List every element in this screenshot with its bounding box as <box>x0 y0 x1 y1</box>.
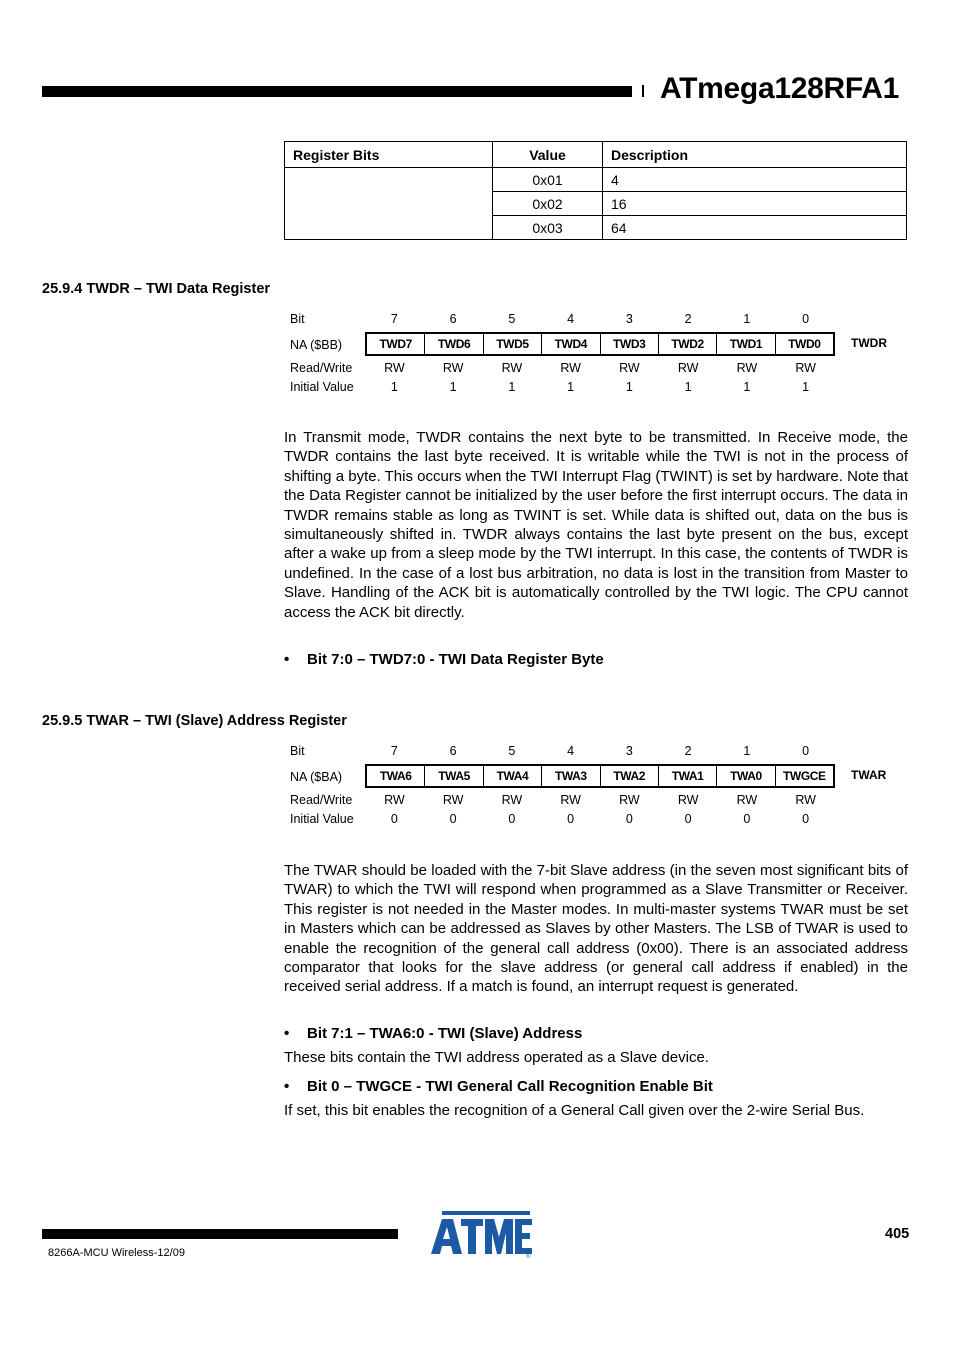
table-header-row <box>285 142 907 168</box>
register-bit-cell: TWA0 <box>716 766 774 786</box>
header-rule <box>42 86 632 97</box>
register-diagram-twar <box>290 744 910 828</box>
access-value: RW <box>795 793 816 807</box>
register-bit-cell: TWGCE <box>775 766 833 786</box>
initial-value: 0 <box>449 812 457 826</box>
register-bit-cell: TWA2 <box>600 766 658 786</box>
register-bit-cell: TWD0 <box>775 334 833 354</box>
twgce-description: If set, this bit enables the recognition of a General Call given over the 2-wire Serial Bus. <box>284 1102 865 1119</box>
register-bit-cells <box>365 332 835 356</box>
bullet-twd-bits <box>284 651 604 668</box>
page-number: 405 <box>885 1226 910 1242</box>
bit-number: 6 <box>449 744 457 758</box>
twar-description: The TWAR should be loaded with the 7-bit Slave address (in the seven most significant bits of TWAR) to which the TWI will respond when programmed as a Slave Transmitter or Receiver. This register is not needed in the Master modes. In multi-master systems TWAR must be set in Masters which can be addressed as Slaves by other Masters. The LSB of TWAR is used to enable the recognition of the general call address (0x00). There is an associated address comparator that looks for the slave address (or general call address if enabled) in the received serial address. If a match is found, an interrupt request is generated. <box>284 862 908 996</box>
initial-value: 0 <box>802 812 810 826</box>
bit-number: 4 <box>567 744 575 758</box>
document-code: 8266A-MCU Wireless-12/09 <box>48 1247 185 1259</box>
bullet-marker: • <box>284 1025 290 1042</box>
table-row <box>285 168 907 192</box>
access-value: RW <box>736 361 758 375</box>
initial-value: 1 <box>625 380 633 394</box>
bit-number: 5 <box>508 312 516 326</box>
access-value: RW <box>442 361 464 375</box>
initial-value: 1 <box>449 380 457 394</box>
register-bit-cell: TWD4 <box>541 334 599 354</box>
bullet-twgce-bit <box>284 1078 713 1095</box>
bit-number: 0 <box>802 744 810 758</box>
initial-value: 1 <box>684 380 692 394</box>
initial-value: 1 <box>567 380 575 394</box>
register-bit-cells <box>365 764 835 788</box>
register-diagram-twdr <box>290 312 910 396</box>
initial-value: 0 <box>743 812 751 826</box>
bit-number: 3 <box>625 744 633 758</box>
description-cell: 64 <box>603 216 907 240</box>
value-cell: 0x03 <box>493 216 603 240</box>
bit-number: 6 <box>449 312 457 326</box>
bullet-twa-bits <box>284 1025 582 1042</box>
bit-number: 2 <box>684 744 692 758</box>
column-header-value: Value <box>493 142 603 168</box>
initial-value: 1 <box>743 380 751 394</box>
bullet-marker: • <box>284 1078 290 1095</box>
twdr-description: In Transmit mode, TWDR contains the next byte to be transmitted. In Receive mode, the TWDR contains the last byte received. It is writable while the TWI is not in the process of shifting a byte. This occurs when the TWI Interrupt Flag (TWINT) is set by hardware. Note that the Data Register cannot be initialized by the user before the first interrupt occurs. The data in TWDR remains stable as long as TWINT is set. While data is shifted out, data on the bus is simultaneously shifted in. TWDR always contains the last byte present on the bus, except after a wake up from a sleep mode by the TWI interrupt. In this case, the contents of TWDR is undefined. In the case of a lost bus arbitration, no data is lost in the transition from Master to Slave. Handling of the ACK bit is automatically controlled by the TWI logic. The CPU cannot access the ACK bit directly. <box>284 429 908 621</box>
address-label: NA ($BB) <box>290 338 343 352</box>
bit-label: Bit <box>290 312 305 326</box>
access-value: RW <box>560 361 581 375</box>
bit-number: 7 <box>390 312 398 326</box>
bit-number: 3 <box>625 312 633 326</box>
register-bit-cell: TWD1 <box>716 334 774 354</box>
bit-number: 4 <box>567 312 575 326</box>
access-value: RW <box>560 793 581 807</box>
bit-label: Bit <box>290 744 305 758</box>
section-heading-twdr: 25.9.4 TWDR – TWI Data Register <box>42 281 271 297</box>
description-cell: 4 <box>603 168 907 192</box>
address-label: NA ($BA) <box>290 770 343 784</box>
register-bit-cell: TWA3 <box>541 766 599 786</box>
initial-value: 0 <box>567 812 575 826</box>
access-value: RW <box>619 793 640 807</box>
access-value: RW <box>619 361 640 375</box>
footer-rule <box>42 1229 398 1239</box>
initial-value-label: Initial Value <box>290 380 354 394</box>
register-bit-cell: TWA1 <box>658 766 716 786</box>
register-bit-cell: TWA6 <box>379 769 412 783</box>
bullet-marker: • <box>284 651 290 668</box>
access-value: RW <box>795 361 816 375</box>
access-value: RW <box>501 361 523 375</box>
register-bit-cell: TWD7 <box>379 337 412 351</box>
initial-value: 1 <box>508 380 516 394</box>
document-title: ATmega128RFA1 <box>660 72 899 105</box>
register-bits-cell <box>285 168 493 240</box>
atmel-logo <box>428 1209 536 1259</box>
logo-mark-icon <box>431 1211 532 1254</box>
initial-value-label: Initial Value <box>290 812 354 826</box>
access-value: RW <box>501 793 523 807</box>
header-rule-tick <box>642 85 644 97</box>
value-cell: 0x01 <box>493 168 603 192</box>
registered-mark: ® <box>526 1254 531 1259</box>
prescaler-value-table <box>284 141 907 240</box>
register-name: TWAR <box>851 768 887 782</box>
register-bit-cell: TWA4 <box>483 766 541 786</box>
bit-number: 1 <box>743 744 751 758</box>
description-cell: 16 <box>603 192 907 216</box>
register-bit-cell: TWD6 <box>424 334 482 354</box>
register-bit-cell: TWD2 <box>658 334 716 354</box>
read-write-label: Read/Write <box>290 361 353 375</box>
register-name: TWDR <box>851 336 887 350</box>
access-value: RW <box>677 361 699 375</box>
initial-value: 1 <box>802 380 810 394</box>
register-bit-cell: TWD3 <box>600 334 658 354</box>
bullet-text: Bit 7:0 – TWD7:0 - TWI Data Register Byte <box>307 651 604 668</box>
access-value: RW <box>384 793 405 807</box>
bit-number: 0 <box>802 312 810 326</box>
column-header-register-bits: Register Bits <box>285 142 493 168</box>
section-heading-twar: 25.9.5 TWAR – TWI (Slave) Address Register <box>42 713 347 729</box>
access-value: RW <box>677 793 699 807</box>
bullet-text: Bit 0 – TWGCE - TWI General Call Recognition Enable Bit <box>307 1078 713 1095</box>
bullet-text: Bit 7:1 – TWA6:0 - TWI (Slave) Address <box>307 1025 583 1042</box>
initial-value: 0 <box>684 812 692 826</box>
read-write-label: Read/Write <box>290 793 353 807</box>
access-value: RW <box>442 793 464 807</box>
register-bit-cell: TWD5 <box>483 334 541 354</box>
bit-number: 7 <box>390 744 398 758</box>
initial-value: 0 <box>625 812 633 826</box>
register-bit-cell: TWA5 <box>424 766 482 786</box>
bit-number: 1 <box>743 312 751 326</box>
initial-value: 0 <box>390 812 398 826</box>
bit-number: 5 <box>508 744 516 758</box>
bit-number: 2 <box>684 312 692 326</box>
access-value: RW <box>736 793 758 807</box>
access-value: RW <box>384 361 405 375</box>
value-cell: 0x02 <box>493 192 603 216</box>
initial-value: 0 <box>508 812 516 826</box>
initial-value: 1 <box>390 380 398 394</box>
twa-bits-description: These bits contain the TWI address operated as a Slave device. <box>284 1049 709 1066</box>
column-header-description: Description <box>603 142 907 168</box>
